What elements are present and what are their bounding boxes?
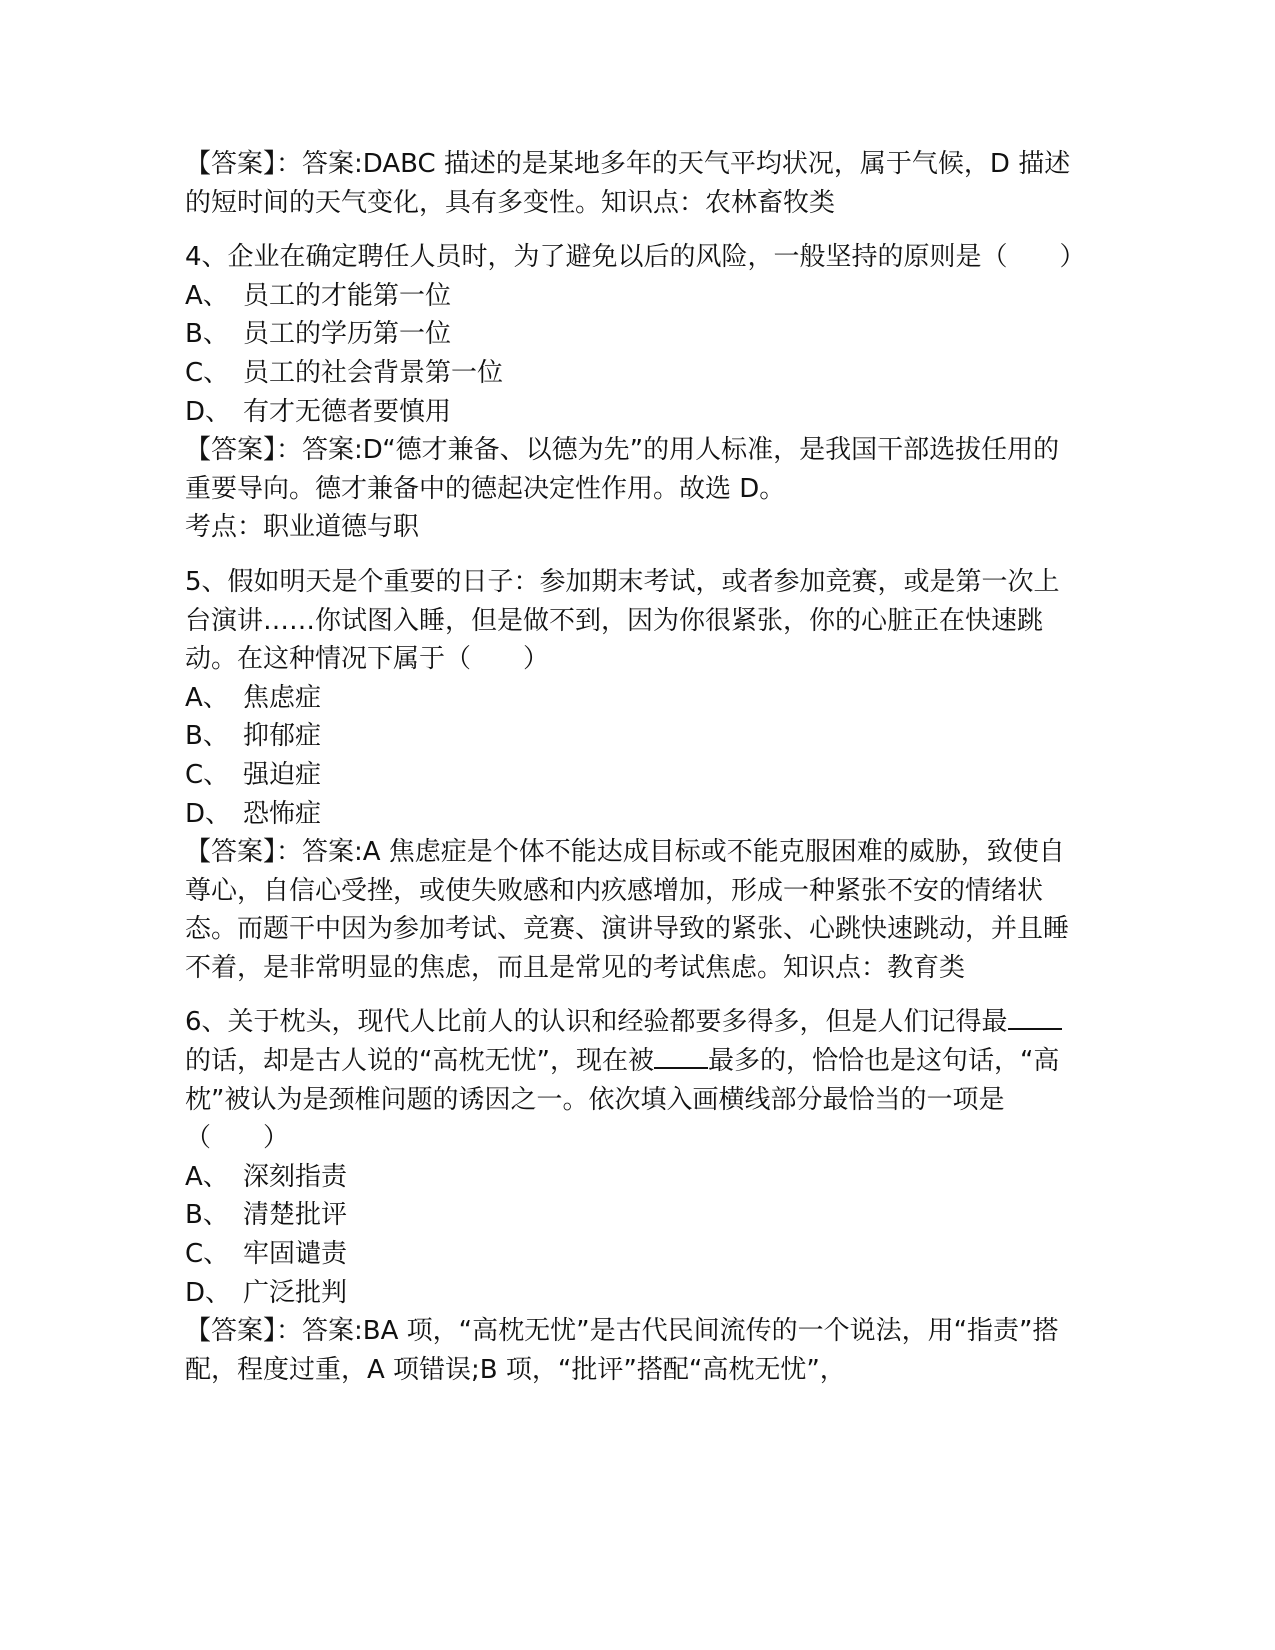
option-letter: C、 (185, 1239, 230, 1270)
question-block-4 (185, 238, 1085, 547)
option-text: 清楚批评 (243, 1200, 348, 1231)
document-page (185, 145, 1085, 1389)
answer-text: 【答案】：答案:DABC 描述的是某地多年的天气平均状况，属于气候，D 描述的短时间的天气变化，具有多变性。知识点：农林畜牧类 (185, 149, 1071, 218)
option-letter: D、 (185, 396, 232, 427)
option-text: 员工的学历第一位 (243, 319, 452, 350)
option-letter: D、 (185, 1277, 232, 1308)
option-text: 员工的才能第一位 (243, 280, 452, 311)
option-letter: A、 (185, 280, 229, 311)
option-text: 焦虑症 (243, 682, 322, 713)
option-text: 抑郁症 (243, 721, 322, 752)
option-d (185, 1274, 1085, 1313)
option-letter: B、 (185, 721, 229, 752)
option-text: 深刻指责 (243, 1161, 348, 1192)
option-a (185, 679, 1085, 718)
option-letter: B、 (185, 319, 229, 350)
option-b (185, 1196, 1085, 1235)
option-letter: D、 (185, 798, 232, 829)
option-letter: C、 (185, 759, 230, 790)
option-letter: A、 (185, 1161, 229, 1192)
option-text: 恐怖症 (243, 798, 322, 829)
option-a (185, 1158, 1085, 1197)
option-text: 广泛批判 (243, 1277, 348, 1308)
option-letter: A、 (185, 682, 229, 713)
option-c (185, 1235, 1085, 1274)
option-a (185, 277, 1085, 316)
question-block-5 (185, 563, 1085, 988)
option-text: 员工的社会背景第一位 (243, 357, 504, 388)
answer-text: 【答案】：答案:D“德才兼备、以德为先”的用人标准，是我国干部选拔任用的重要导向。德才兼备中的德起决定性作用。故选 D。 (185, 435, 1060, 504)
option-c (185, 354, 1085, 393)
option-letter: C、 (185, 357, 230, 388)
option-d (185, 393, 1085, 432)
option-letter: B、 (185, 1200, 229, 1231)
option-b (185, 315, 1085, 354)
option-text: 强迫症 (243, 759, 322, 790)
answer-text: 【答案】：答案:A 焦虑症是个体不能达成目标或不能克服困难的威胁，致使自尊心，自信心受挫，或使失败感和内疚感增加，形成一种紧张不安的情绪状态。而题干中因为参加考试、竞赛、演讲导致的紧张、心跳快速跳动，并且睡不着，是非常明显的焦虑，而且是常见的考试焦虑。知识点：教育类 (185, 837, 1070, 983)
question-text: 4、企业在确定聘任人员时，为了避免以后的风险，一般坚持的原则是（ ） (185, 242, 1086, 273)
question-block-6 (185, 1003, 1085, 1389)
fill-blank (1008, 1004, 1062, 1030)
knowledge-point: 考点：职业道德与职 (185, 512, 420, 543)
question-part: 最多的，恰恰也是这句话，“高枕”被认为是颈椎问题的诱因之一。依次填入画横线部分最恰当的一项是（ ） (185, 1046, 1060, 1154)
fill-blank (654, 1043, 708, 1069)
option-text: 有才无德者要慎用 (243, 396, 452, 427)
question-text (185, 1003, 1085, 1157)
option-text: 牢固谴责 (243, 1239, 348, 1270)
question-text: 5、假如明天是个重要的日子：参加期末考试，或者参加竞赛，或是第一次上台演讲……你试图入睡，但是做不到，因为你很紧张，你的心脏正在快速跳动。在这种情况下属于（ ） (185, 566, 1060, 675)
question-part: 6、关于枕头，现代人比前人的认识和经验都要多得多，但是人们记得最 (185, 1007, 1008, 1038)
option-d (185, 795, 1085, 834)
answer-text: 【答案】：答案:BA 项，“高枕无忧”是古代民间流传的一个说法，用“指责”搭配，程度过重，A 项错误;B 项，“批评”搭配“高枕无忧”， (185, 1316, 1059, 1385)
question-part: 的话，却是古人说的“高枕无忧”，现在被 (185, 1046, 654, 1077)
option-c (185, 756, 1085, 795)
option-b (185, 717, 1085, 756)
